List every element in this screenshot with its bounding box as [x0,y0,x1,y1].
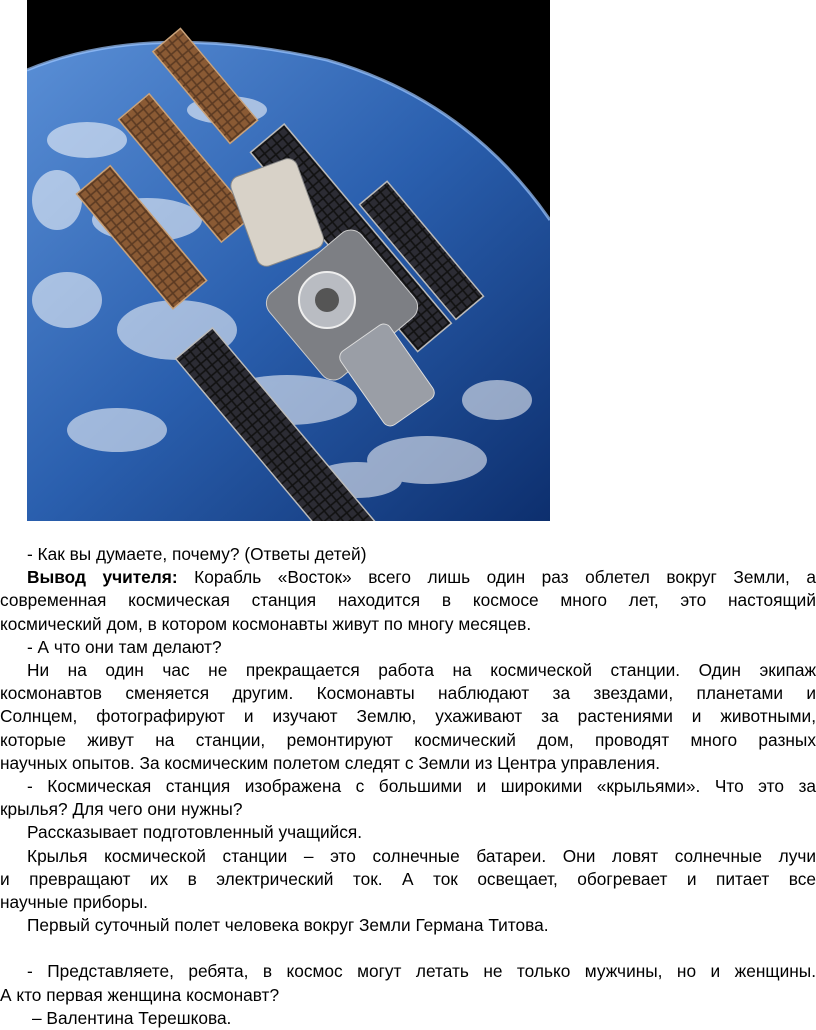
titov-flight: Первый суточный полет человека вокруг Земли Германа Титова. [27,915,549,936]
station-work-line2: космонавтов сменяется другим. Космонавты наблюдают за звездами, планетами и [0,683,816,704]
solar-panels-line1: Крылья космической станции – это солнечные батареи. Они ловят солнечные лучи [27,845,816,866]
space-station-photo [27,0,550,521]
wings-question-line1: - Космическая станция изображена с большими и широкими «крыльями». Что это за [27,776,816,797]
station-work-line1: Ни на один час не прекращается работа на космической станции. Один экипаж [27,660,816,681]
question-why: - Как вы думаете, почему? (Ответы детей) [27,544,367,564]
station-work-line4: которые живут на станции, ремонтируют космический дом, проводят много разных [0,729,816,750]
student-tells: Рассказывает подготовленный учащийся. [27,822,363,843]
tereshkova-answer: – Валентина Терешкова. [32,1007,232,1028]
women-question-line1: - Представляете, ребята, в космос могут летать не только мужчины, но и женщины. [27,961,816,982]
women-question-line2: А кто первая женщина космонавт? [0,984,280,1005]
station-work-line5: научных опытов. За космическим полетом следят с Земли из Центра управления. [0,752,661,773]
teacher-conclusion-line3: космический дом, в котором космонавты живут по многу месяцев. [0,613,532,634]
solar-panels-line2: и превращают их в электрический ток. А ток освещает, обогревает и питает все [0,868,816,889]
teacher-conclusion-line2: современная космическая станция находится в космосе много лет, это настоящий [0,590,816,611]
wings-question-line2: крылья? Для чего они нужны? [0,799,243,820]
spacer [0,937,816,960]
solar-panels-line3: научные приборы. [0,892,148,913]
article-body [0,543,816,1030]
teacher-conclusion-line1: Вывод учителя: Корабль «Восток» всего лишь один раз облетел вокруг Земли, а [27,567,816,588]
question-what-they-do: - А что они там делают? [27,636,222,657]
space-station-icon [27,0,550,521]
station-work-line3: Солнцем, фотографируют и изучают Землю, ухаживают за растениями и животными, [0,706,816,727]
teacher-conclusion-label: Вывод учителя: [27,567,178,588]
